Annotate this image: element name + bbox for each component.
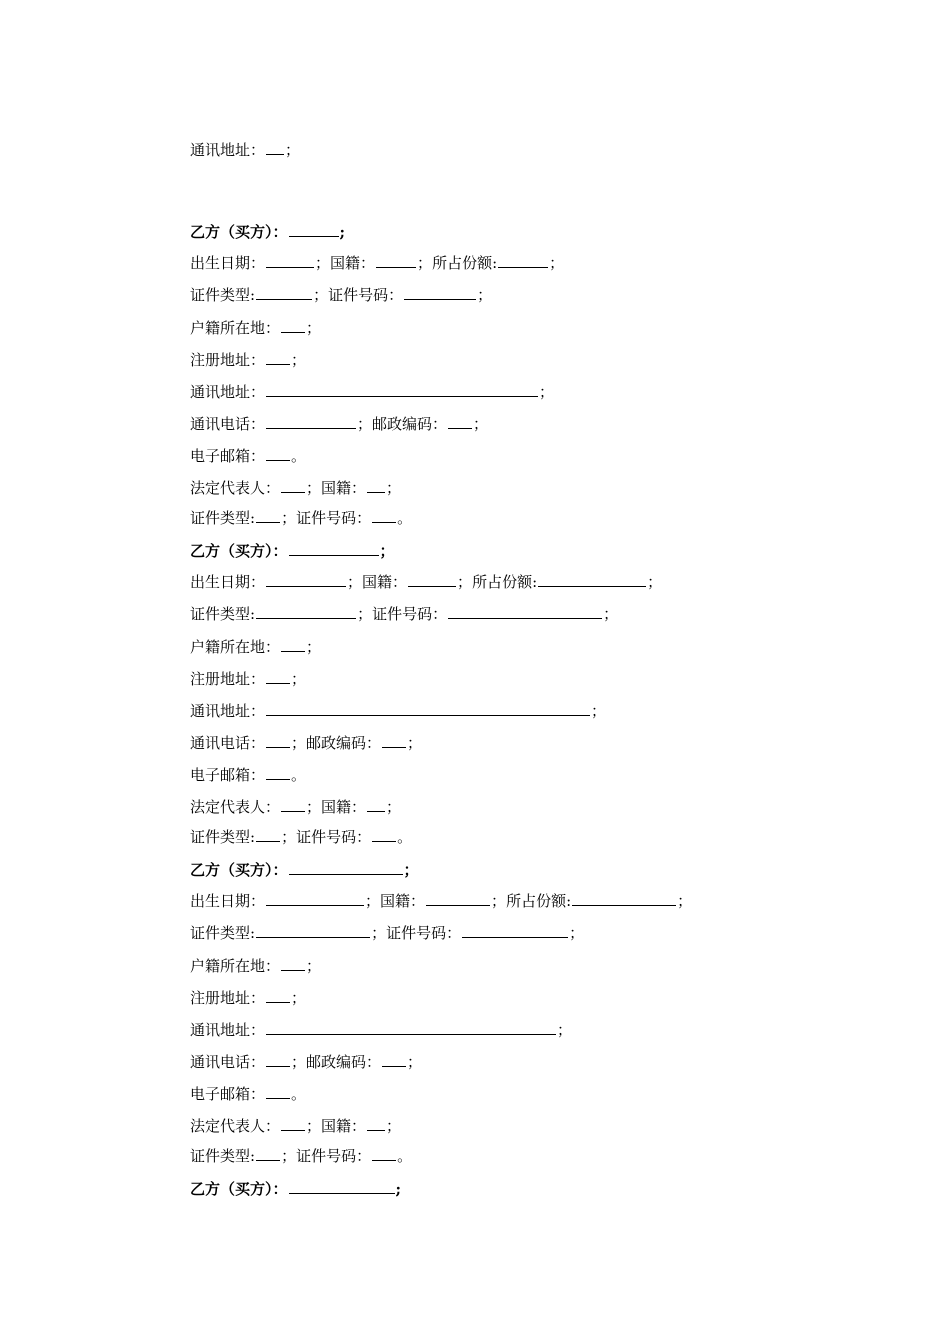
blank-field[interactable]: [256, 827, 280, 842]
blank-field[interactable]: [266, 382, 538, 397]
blank-field[interactable]: [281, 318, 305, 333]
label: 通讯地址：: [190, 141, 266, 159]
legal-rep-line: 法定代表人： ；国籍： ；: [190, 479, 402, 497]
comm-address-line: 通讯地址： ；: [190, 383, 555, 401]
blank-field[interactable]: [266, 891, 364, 906]
tel-line: 通讯电话： ；邮政编码： ；: [190, 415, 489, 433]
blank-field[interactable]: [376, 253, 416, 268]
blank-field[interactable]: [266, 1020, 556, 1035]
blank-field[interactable]: [266, 253, 314, 268]
blank-field[interactable]: [372, 508, 396, 523]
blank-field[interactable]: [382, 1052, 406, 1067]
blank-field[interactable]: [281, 797, 305, 812]
seller-comm-address-line: 通讯地址： ；: [190, 141, 301, 159]
blank-field[interactable]: [538, 572, 646, 587]
blank-field[interactable]: [382, 733, 406, 748]
legal-rep-line: 法定代表人： ；国籍： ；: [190, 798, 402, 816]
dob-line: 出生日期： ；国籍： ；所占份额: ；: [190, 892, 693, 910]
blank-field[interactable]: [498, 253, 548, 268]
blank-field[interactable]: [404, 285, 476, 300]
blank-field[interactable]: [256, 604, 356, 619]
reg-address-line: 注册地址： ；: [190, 670, 307, 688]
blank-field[interactable]: [256, 508, 280, 523]
blank-field[interactable]: [289, 222, 339, 237]
blank-field[interactable]: [266, 414, 356, 429]
blank-field[interactable]: [256, 285, 312, 300]
blank-field[interactable]: [281, 637, 305, 652]
blank-field[interactable]: [367, 797, 385, 812]
id-line-2: 证件类型: ；证件号码： 。: [190, 828, 413, 846]
hukou-line: 户籍所在地： ；: [190, 957, 322, 975]
blank-field[interactable]: [408, 572, 456, 587]
blank-field[interactable]: [266, 350, 290, 365]
comm-address-line: 通讯地址： ；: [190, 702, 607, 720]
blank-field[interactable]: [266, 572, 346, 587]
id-line: 证件类型: ；证件号码： ；: [190, 924, 585, 942]
id-line-2: 证件类型: ；证件号码： 。: [190, 1147, 413, 1165]
email-line: 电子邮箱： 。: [190, 447, 307, 465]
buyer-heading: 乙方（买方）： ；: [190, 542, 395, 560]
blank-field[interactable]: [256, 923, 370, 938]
blank-field[interactable]: [266, 140, 284, 155]
blank-field[interactable]: [289, 860, 403, 875]
blank-field[interactable]: [372, 1146, 396, 1161]
blank-field[interactable]: [266, 669, 290, 684]
blank-field[interactable]: [289, 541, 379, 556]
blank-field[interactable]: [256, 1146, 280, 1161]
buyer-heading: 乙方（买方）： ;: [190, 1180, 402, 1198]
blank-field[interactable]: [266, 1052, 290, 1067]
blank-field[interactable]: [266, 765, 290, 780]
blank-field[interactable]: [281, 956, 305, 971]
buyer-heading: 乙方（买方）： ；: [190, 861, 419, 879]
reg-address-line: 注册地址： ；: [190, 989, 307, 1007]
blank-field[interactable]: [266, 446, 290, 461]
tel-line: 通讯电话： ；邮政编码： ；: [190, 734, 423, 752]
blank-field[interactable]: [448, 604, 602, 619]
email-line: 电子邮箱： 。: [190, 766, 307, 784]
buyer-heading: 乙方（买方）： ;: [190, 223, 346, 241]
id-line: 证件类型: ；证件号码： ；: [190, 605, 619, 623]
id-line-2: 证件类型: ；证件号码： 。: [190, 509, 413, 527]
blank-field[interactable]: [281, 478, 305, 493]
dob-line: 出生日期： ；国籍： ；所占份额: ；: [190, 573, 663, 591]
blank-field[interactable]: [372, 827, 396, 842]
blank-field[interactable]: [281, 1116, 305, 1131]
blank-field[interactable]: [572, 891, 676, 906]
tel-line: 通讯电话： ；邮政编码： ；: [190, 1053, 423, 1071]
hukou-line: 户籍所在地： ；: [190, 638, 322, 656]
legal-rep-line: 法定代表人： ；国籍： ；: [190, 1117, 402, 1135]
blank-field[interactable]: [448, 414, 472, 429]
blank-field[interactable]: [266, 701, 590, 716]
reg-address-line: 注册地址： ；: [190, 351, 307, 369]
dob-line: 出生日期： ；国籍： ；所占份额: ；: [190, 254, 565, 272]
hukou-line: 户籍所在地： ；: [190, 319, 322, 337]
blank-field[interactable]: [426, 891, 490, 906]
blank-field[interactable]: [266, 1084, 290, 1099]
blank-field[interactable]: [266, 733, 290, 748]
blank-field[interactable]: [266, 988, 290, 1003]
blank-field[interactable]: [367, 1116, 385, 1131]
blank-field[interactable]: [367, 478, 385, 493]
blank-field[interactable]: [289, 1179, 395, 1194]
comm-address-line: 通讯地址： ；: [190, 1021, 573, 1039]
email-line: 电子邮箱： 。: [190, 1085, 307, 1103]
id-line: 证件类型: ；证件号码： ；: [190, 286, 493, 304]
blank-field[interactable]: [462, 923, 568, 938]
